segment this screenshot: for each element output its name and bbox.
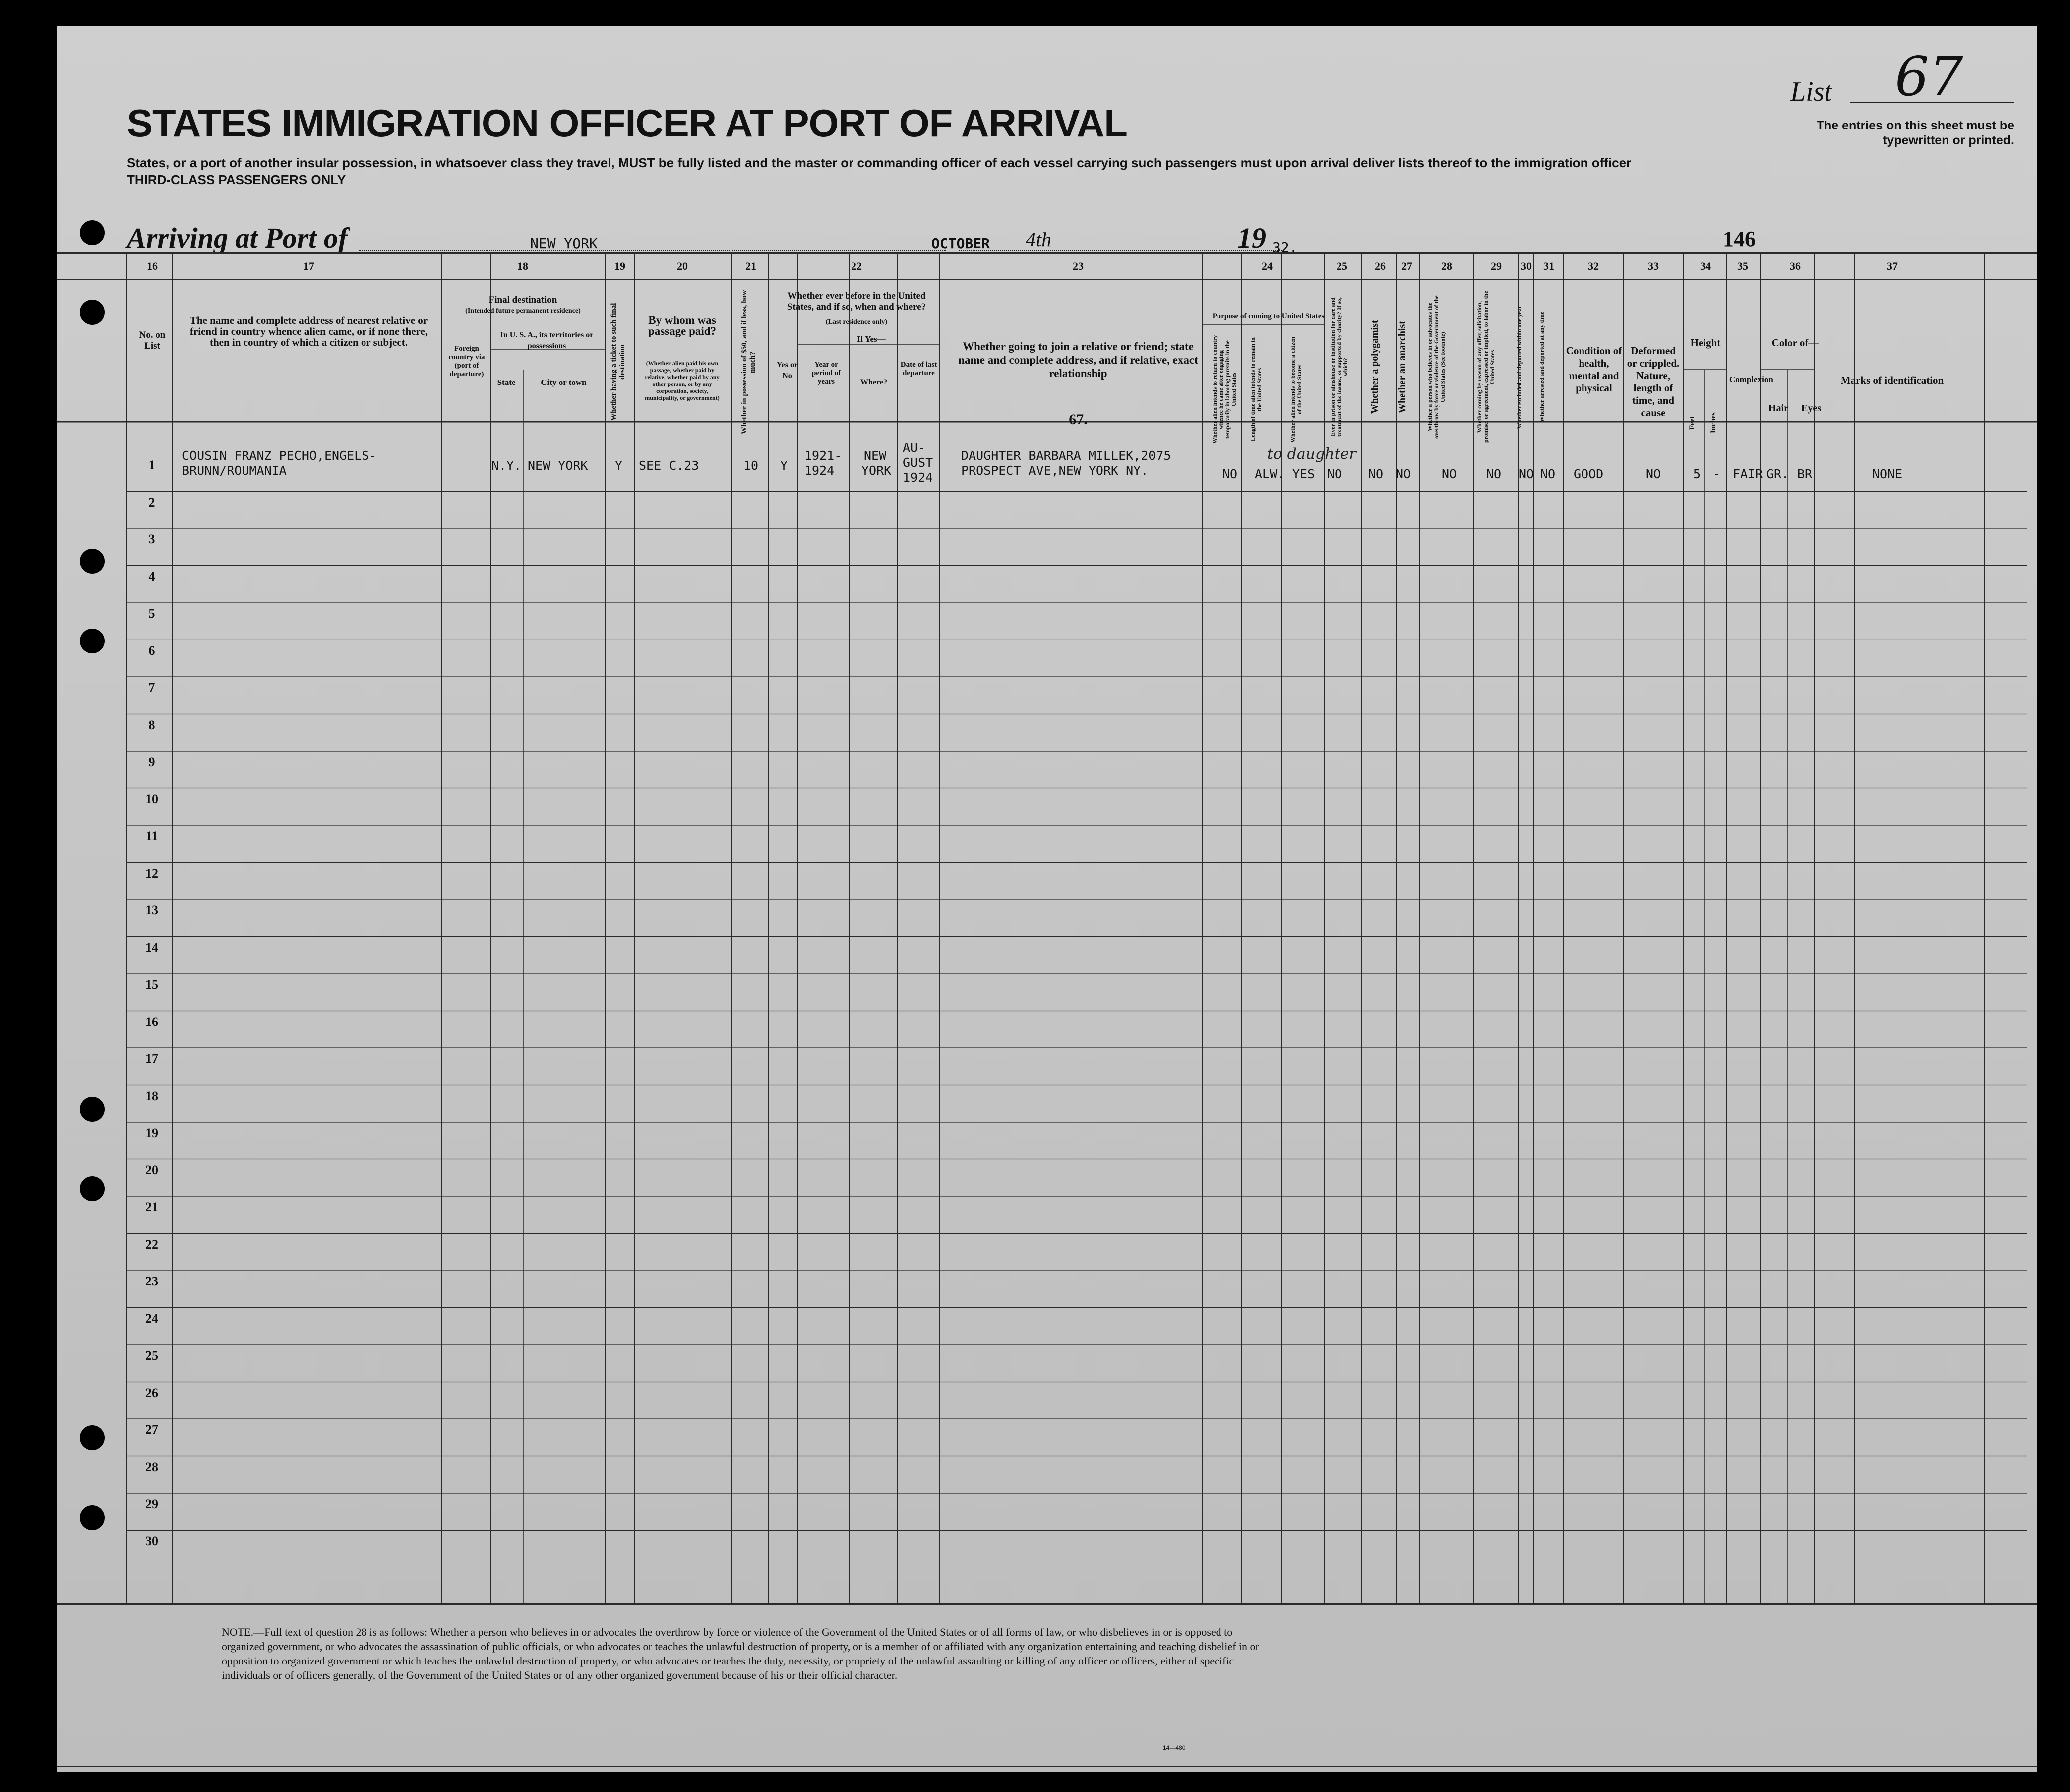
port-name: NEW YORK bbox=[530, 235, 598, 252]
feet-value: 5 bbox=[1693, 467, 1701, 481]
question-30-value: NO bbox=[1519, 467, 1534, 481]
header-inches: Inches bbox=[1709, 412, 1717, 434]
column-number: 19 bbox=[614, 260, 625, 272]
header-deformed: Deformed or crippled. Nature, length of time, and cause bbox=[1627, 345, 1680, 419]
column-number: 33 bbox=[1648, 260, 1659, 272]
handwritten-annotation: to daughter bbox=[1267, 445, 1356, 463]
entries-note: The entries on this sheet must be typewritten or printed. bbox=[1816, 119, 2014, 147]
row-number: 24 bbox=[145, 1311, 158, 1326]
marks-value: NONE bbox=[1872, 467, 1903, 481]
header-question-31: Whether arrested and deported at any time bbox=[1538, 311, 1545, 423]
prison-value: NO bbox=[1327, 467, 1342, 481]
row-number: 22 bbox=[145, 1237, 158, 1252]
instruction-line: THIRD-CLASS PASSENGERS ONLY bbox=[127, 172, 346, 187]
before-us-value: Y bbox=[780, 458, 788, 473]
join-relative-value: DAUGHTER BARBARA MILLEK,2075 bbox=[961, 448, 1171, 463]
header-eyes: Eyes bbox=[1801, 403, 1821, 414]
column-number: 17 bbox=[303, 260, 314, 272]
row-number: 17 bbox=[145, 1051, 158, 1066]
row-number: 2 bbox=[148, 495, 155, 510]
complexion-value: FAIR bbox=[1733, 467, 1763, 481]
year-prefix: 19 bbox=[1237, 222, 1266, 254]
departure-value: AU- bbox=[903, 440, 926, 455]
health-value: GOOD bbox=[1574, 467, 1604, 481]
row-number: 5 bbox=[148, 606, 155, 621]
header-hair: Hair bbox=[1768, 403, 1788, 414]
row-number: 16 bbox=[145, 1014, 158, 1029]
row-number: 15 bbox=[145, 977, 158, 992]
destination-city: NEW YORK bbox=[528, 458, 588, 473]
ticket-value: Y bbox=[615, 458, 623, 473]
row-number: 20 bbox=[145, 1162, 158, 1177]
destination-state: N.Y. bbox=[491, 458, 522, 473]
arriving-label: Arriving at Port of bbox=[127, 222, 348, 254]
column-number: 35 bbox=[1737, 260, 1748, 272]
row-number: 13 bbox=[145, 903, 158, 917]
header-before-us: Whether ever before in the United States, and if so, when and where? bbox=[787, 291, 926, 312]
length-of-stay-value: ALW. bbox=[1255, 467, 1285, 481]
row-number: 4 bbox=[148, 569, 155, 584]
inches-value: - bbox=[1713, 467, 1721, 481]
list-label: List bbox=[1790, 76, 1832, 107]
where-value: YORK bbox=[861, 463, 892, 478]
instruction-line: States, or a port of another insular possession, in whatsoever class they travel, MUST be fully listed and the master or commanding officer of each vessel carrying such passengers must upon arrival deliver lists thereof to the immigration officer bbox=[127, 155, 1632, 170]
column-number: 24 bbox=[1262, 260, 1273, 272]
row-number: 27 bbox=[145, 1422, 158, 1437]
header-final-destination: Final destination bbox=[488, 295, 557, 305]
question-29-value: NO bbox=[1486, 467, 1502, 481]
row-number: 26 bbox=[145, 1385, 158, 1400]
header-foreign-country: Foreign country via (port of departure) bbox=[448, 345, 485, 378]
relative-address: BRUNN/ROUMANIA bbox=[182, 463, 287, 478]
header-complexion: Complexion bbox=[1729, 375, 1773, 384]
eyes-value: BR bbox=[1797, 467, 1813, 481]
row-number: 1 bbox=[148, 458, 155, 472]
row-number: 18 bbox=[145, 1088, 158, 1103]
column-number: 18 bbox=[517, 260, 528, 272]
relative-address: COUSIN FRANZ PECHO,ENGELS- bbox=[182, 448, 377, 463]
column-number: 20 bbox=[677, 260, 688, 272]
header-color: Color of— bbox=[1771, 337, 1819, 349]
row-number: 14 bbox=[145, 940, 158, 955]
return-intent-value: NO bbox=[1222, 467, 1238, 481]
row-number: 21 bbox=[145, 1200, 158, 1214]
header-no-on-list: No. on List bbox=[139, 330, 166, 351]
column-number: 32 bbox=[1588, 260, 1599, 272]
header-join-relative: Whether going to join a relative or friend; state name and complete address, and if relative, exact relationship bbox=[958, 340, 1198, 380]
header-if-yes: If Yes— bbox=[857, 334, 886, 344]
header-length-of-stay: Length of time alien intends to remain in the United States bbox=[1249, 337, 1263, 442]
row-number: 10 bbox=[145, 791, 158, 806]
column-number: 27 bbox=[1401, 260, 1412, 272]
column-number: 34 bbox=[1700, 260, 1711, 272]
header-before-us-note: (Last residence only) bbox=[825, 318, 888, 326]
column-number: 16 bbox=[147, 260, 158, 272]
header-where: Where? bbox=[860, 378, 887, 386]
question-31-value: NO bbox=[1540, 467, 1556, 481]
column-number: 26 bbox=[1375, 260, 1386, 272]
row-number: 12 bbox=[145, 866, 158, 881]
header-marks: Marks of identification bbox=[1840, 374, 1944, 386]
header-purpose: Purpose of coming to United States bbox=[1212, 312, 1325, 320]
money-value: 10 bbox=[743, 458, 759, 473]
page-title: STATES IMMIGRATION OFFICER AT PORT OF ARRIVAL bbox=[127, 101, 1127, 145]
manifest-grid bbox=[57, 26, 2037, 1772]
row-number: 23 bbox=[145, 1274, 158, 1288]
header-paid-by-note: (Whether alien paid his own passage, whether paid by relative, whether paid by any other person, or by any corporation, society, municipality, or government) bbox=[645, 360, 720, 401]
where-value: NEW bbox=[864, 448, 887, 463]
column-number: 21 bbox=[745, 260, 756, 272]
polygamist-value: NO bbox=[1368, 467, 1384, 481]
header-yes-or-no: Yes or No bbox=[776, 361, 798, 380]
footnote: NOTE.—Full text of question 28 is as follows: Whether a person who believes in or advocates the overthrow by force or violence of the Government of the United States or of all forms of law, or who disbelieves in or is opposed to organized government, or who advocates the assassination of public officials, or who advocates or teaches the unlawful destruction of property, or is a member of or affiliated with any organization entertaining and teaching disbelief in or opposition to organized government or which teaches the unlawful destruction of property, or who advocates or teaches the duty, necessity, or propriety of the unlawful assaulting or killing of any officer or officers, either of specific individuals or of officers generally, of the Government of the United States or of any other organized government because of his or their official character. bbox=[222, 1626, 1259, 1681]
row-number: 25 bbox=[145, 1348, 158, 1363]
join-relative-value: PROSPECT AVE,NEW YORK NY. bbox=[961, 463, 1149, 478]
row-number: 11 bbox=[145, 829, 158, 843]
header-question-28: Whether a person who believes in or advocates the overthrow by force or violence of the Government of the United States (See footnote) bbox=[1426, 295, 1446, 439]
header-anarchist: Whether an anarchist bbox=[1397, 321, 1408, 413]
row-number: 9 bbox=[148, 755, 155, 769]
column-number: 28 bbox=[1441, 260, 1452, 272]
header-years: Year or period of years bbox=[812, 361, 841, 385]
header-relative: The name and complete address of nearest relative or friend in country whence alien came, or if none there, then in country of which a citizen or subject. bbox=[189, 314, 428, 348]
row-number: 30 bbox=[145, 1534, 158, 1548]
departure-value: 1924 bbox=[903, 470, 933, 485]
arrival-month: OCTOBER bbox=[931, 235, 990, 252]
hair-value: GR. bbox=[1766, 467, 1789, 481]
column-number: 36 bbox=[1790, 260, 1801, 272]
column-number: 31 bbox=[1543, 260, 1554, 272]
row-number: 28 bbox=[145, 1459, 158, 1474]
header-city: City or town bbox=[541, 378, 587, 387]
departure-value: GUST bbox=[903, 455, 933, 470]
column-number: 23 bbox=[1073, 260, 1084, 272]
column-number: 37 bbox=[1887, 260, 1898, 272]
header-citizen-intent: Whether alien intends to become a citizen of the United States bbox=[1289, 336, 1303, 443]
header-paid-by: By whom was passage paid? bbox=[648, 314, 717, 337]
column-number: 30 bbox=[1521, 260, 1532, 272]
header-height: Height bbox=[1690, 337, 1721, 349]
header-marker: 67. bbox=[1069, 411, 1088, 428]
header-ticket: Whether having a ticket to such final destination bbox=[610, 303, 626, 421]
header-question-30: Whether excluded and deported within one year bbox=[1516, 305, 1523, 429]
column-number: 29 bbox=[1491, 260, 1502, 272]
column-number: 25 bbox=[1337, 260, 1347, 272]
header-health: Condition of health, mental and physical bbox=[1566, 345, 1622, 394]
form-number: 14—480 bbox=[1163, 1744, 1186, 1751]
manifest-sheet bbox=[57, 26, 2037, 1772]
row-number: 7 bbox=[148, 680, 155, 695]
header-polygamist: Whether a polygamist bbox=[1369, 320, 1380, 414]
sheet-number: 146 bbox=[1723, 227, 1756, 251]
header-final-destination-note: (Intended future permanent residence) bbox=[465, 307, 581, 315]
header-last-departure: Date of last departure bbox=[900, 361, 937, 377]
paid-by-value: SEE C.23 bbox=[639, 458, 699, 473]
citizen-intent-value: YES bbox=[1292, 467, 1315, 481]
anarchist-value: NO bbox=[1396, 467, 1411, 481]
header-return-intent: Whether alien intends to return to country whence he came after engaging temporarily in laboring pursuits in the United States bbox=[1211, 335, 1237, 444]
deformed-value: NO bbox=[1646, 467, 1661, 481]
question-28-value: NO bbox=[1442, 467, 1457, 481]
header-state: State bbox=[497, 378, 516, 387]
header-in-usa: In U. S. A., its territories or possessions bbox=[500, 331, 594, 350]
row-number: 19 bbox=[145, 1126, 158, 1140]
column-number: 22 bbox=[851, 260, 862, 272]
row-number: 6 bbox=[148, 643, 155, 658]
list-number: 67 bbox=[1895, 46, 1963, 108]
years-value: 1924 bbox=[804, 463, 835, 478]
row-number: 3 bbox=[148, 532, 155, 546]
arrival-day: 4th bbox=[1026, 228, 1052, 251]
header-feet: Feet bbox=[1688, 416, 1696, 430]
header-prison: Ever in prison or almshouse or institution for care and treatment of the insane, or supported by charity? If so, which? bbox=[1329, 297, 1349, 437]
header-money: Whether in possession of $50, and if less, how much? bbox=[740, 290, 757, 434]
years-value: 1921- bbox=[804, 448, 842, 463]
row-number: 29 bbox=[145, 1497, 158, 1511]
header-question-29: Whether coming by reason of any offer, solicitation, promise, or agreement, expressed or implied, to labor in the United States bbox=[1476, 291, 1496, 443]
row-number: 8 bbox=[148, 717, 155, 732]
year-suffix: 32. bbox=[1272, 239, 1298, 256]
